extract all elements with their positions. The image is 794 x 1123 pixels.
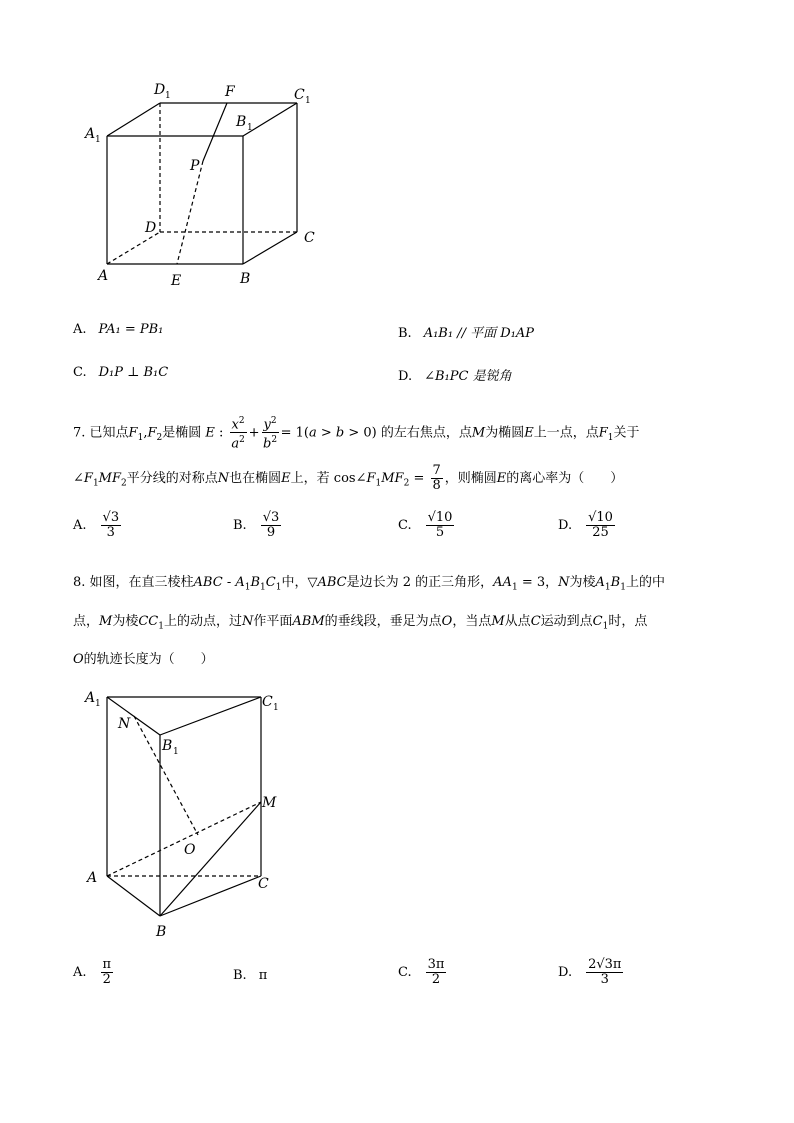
- q8-option-d[interactable]: D. $\frac{2√3\pi}{3}$: [558, 957, 622, 987]
- q7-line2: $\angle F_1MF_2$平分线的对称点N也在椭圆E上，若 $\cos\angle F_1MF_2$ = $\frac{7}{8}$ ，则椭圆E的离心率为（ ）: [73, 463, 624, 493]
- label-N: N: [118, 716, 131, 732]
- label-B: B: [240, 271, 251, 287]
- q8-line1: 8. 如图，在直三棱柱ABC - $A_1B_1C_1$中，▽ABC是边长为 2 的正三角形，$AA_1 = 3$，N为棱$A_1B_1$上的中: [73, 575, 665, 593]
- q8-option-b[interactable]: B. π: [233, 968, 268, 983]
- q7-option-c[interactable]: C. $\frac{√10}{5}$: [398, 510, 453, 540]
- q8-line3: O的轨迹长度为（ ）: [73, 652, 214, 667]
- label-D: D: [145, 220, 157, 236]
- label-P: P: [190, 158, 200, 174]
- label-A: A: [87, 870, 98, 886]
- prism-figure: [80, 680, 300, 945]
- label-A: A: [98, 268, 109, 284]
- cube-figure: [80, 80, 340, 295]
- label-B: B: [156, 924, 167, 940]
- label-D1: D: [154, 82, 166, 98]
- label-C1: C: [294, 87, 305, 103]
- q8-option-c[interactable]: C. $\frac{3\pi}{2}$: [398, 957, 445, 987]
- svg-text:1: 1: [165, 91, 171, 101]
- q6-option-a[interactable]: A. PA₁ = PB₁: [73, 322, 164, 337]
- label-E: E: [171, 273, 182, 289]
- svg-text:1: 1: [173, 747, 179, 757]
- svg-text:1: 1: [95, 135, 101, 145]
- q7-option-a[interactable]: A. $\frac{√3}{3}$: [73, 510, 120, 540]
- q8-line2: 点，M为棱$CC_1$上的动点，过N作平面ABM的垂线段，垂足为点O，当点M从点C运动到点$C_1$时，点: [73, 614, 648, 632]
- q8-option-a[interactable]: A. $\frac{\pi}{2}$: [73, 957, 112, 987]
- svg-text:1: 1: [305, 96, 311, 106]
- label-C1: C: [262, 694, 273, 710]
- label-F: F: [225, 84, 235, 100]
- label-M: M: [262, 795, 277, 811]
- q7-line1: 7. 已知点$F_1,F_2$是椭圆 E : $\frac{x^2}{a^2}$ + $\frac{y^2}{b^2}$ = 1(a > b > 0) 的左右焦点，点M为椭圆E上一点，点$F_1$关于: [73, 416, 640, 452]
- svg-text:1: 1: [95, 699, 101, 709]
- label-C: C: [304, 230, 315, 246]
- label-O: O: [184, 842, 196, 858]
- q7-option-d[interactable]: D. $\frac{√10}{25}$: [558, 510, 613, 540]
- q6-option-c[interactable]: C. D₁P ⊥ B₁C: [73, 365, 169, 380]
- q6-option-d[interactable]: D. ∠B₁PC 是锐角: [398, 369, 512, 384]
- label-A1: A: [85, 690, 96, 706]
- label-B1: B: [162, 738, 173, 754]
- label-B1: B: [236, 114, 247, 130]
- svg-text:1: 1: [247, 123, 253, 133]
- q6-option-b[interactable]: B. A₁B₁ // 平面 D₁AP: [398, 326, 534, 341]
- label-A1: A: [85, 126, 96, 142]
- q7-option-b[interactable]: B. $\frac{√3}{9}$: [233, 510, 280, 540]
- svg-text:1: 1: [273, 703, 279, 713]
- label-C: C: [258, 876, 269, 892]
